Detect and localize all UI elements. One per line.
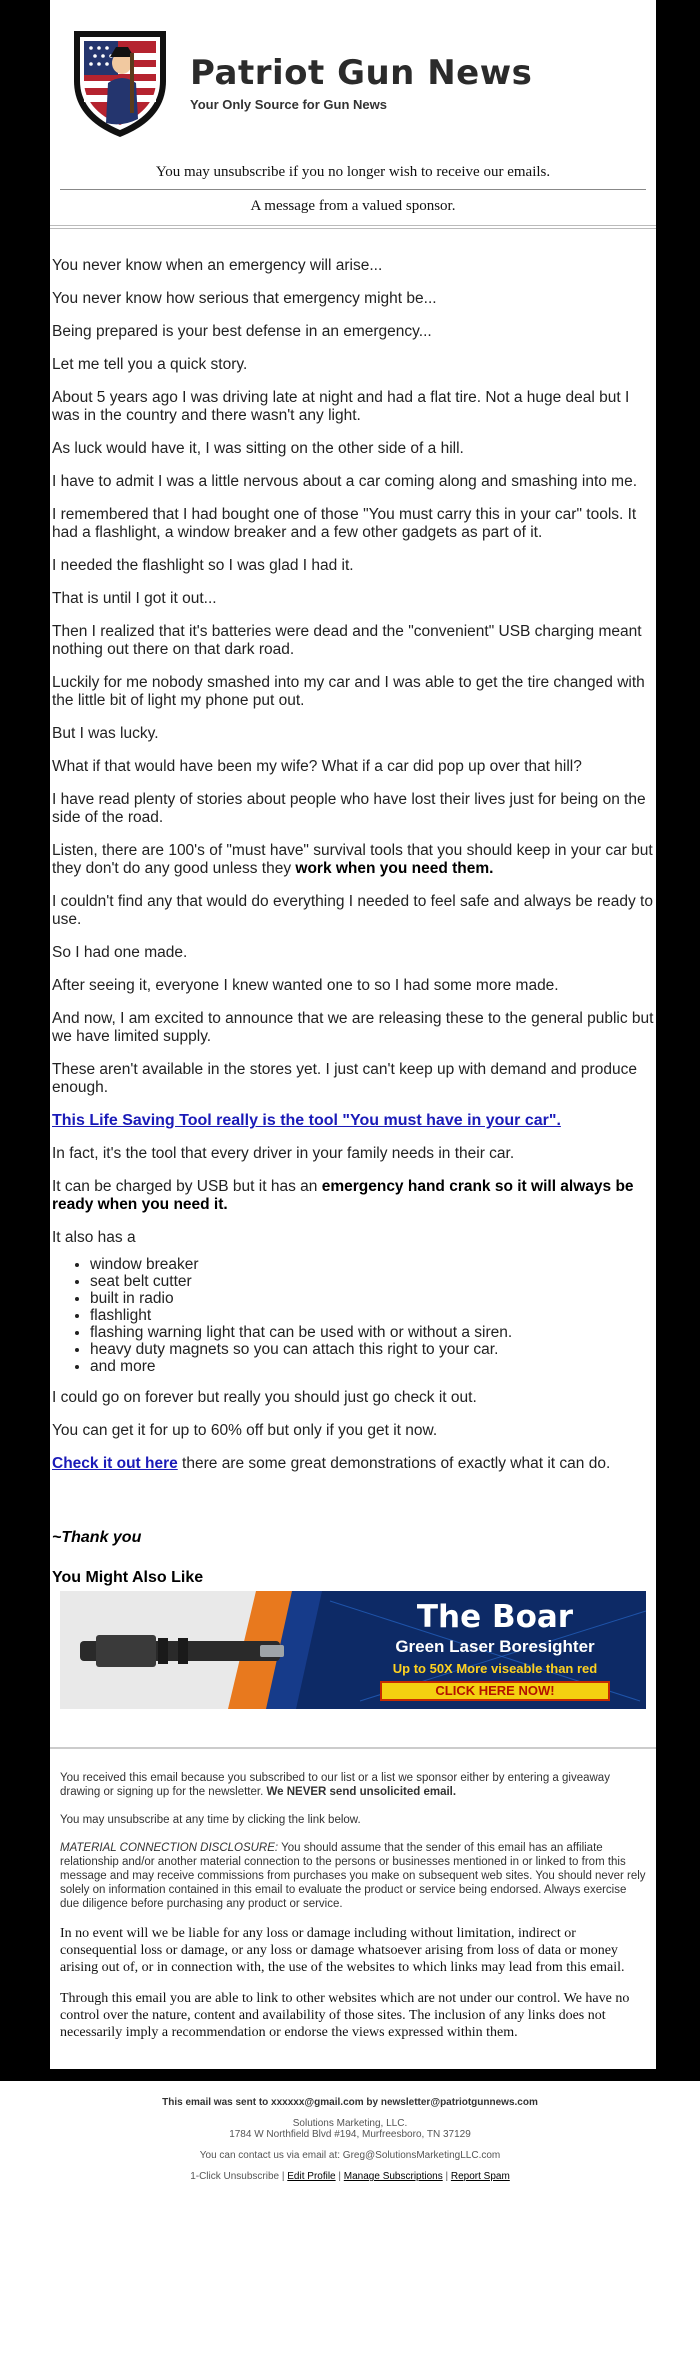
- article-body: [50, 257, 656, 1587]
- article-paragraph: In fact, it's the tool that every driver in your family needs in their car.: [52, 1145, 515, 1162]
- list-item: • window breaker: [90, 1256, 656, 1273]
- separator: |: [335, 2171, 344, 2182]
- article-paragraph: I have to admit I was a little nervous about a car coming along and smashing into me.: [52, 473, 638, 490]
- banner-title: The Boar: [416, 1599, 574, 1635]
- article-paragraph: [52, 842, 656, 878]
- brand-subtitle: Your Only Source for Gun News: [190, 96, 387, 112]
- email-footer: [0, 2081, 700, 2182]
- article-paragraph: About 5 years ago I was driving late at night and had a flat tire. Not a huge deal but I was in the country and there wasn't any light.: [52, 389, 630, 424]
- article-paragraph: [52, 1455, 656, 1473]
- also-like-heading: You Might Also Like: [52, 1569, 204, 1586]
- footer-links: [0, 2171, 700, 2182]
- article-paragraph: So I had one made.: [52, 944, 188, 961]
- legal-paragraph: [60, 1841, 646, 1911]
- email-sheet: [50, 0, 656, 2069]
- text-run: Listen, there are 100's of "must have" survival tools that you should keep in your car but they don't do any good unless they: [52, 842, 653, 877]
- sponsor-notice: A message from a valued sponsor.: [250, 198, 456, 214]
- list-item: • built in radio: [90, 1290, 656, 1307]
- street-address: 1784 W Northfield Blvd #194, Murfreesboro, TN 37129: [229, 2129, 471, 2140]
- article-paragraph: I couldn't find any that would do everything I needed to feel safe and always be ready to use.: [52, 893, 653, 928]
- legal-paragraph: Through this email you are able to link to other websites which are not under our control. We have no control over the nature, content and availability of those sites. The inclusion of any links does not necessarily imply a recommendation or endorse the views expressed within them.: [60, 1991, 630, 2040]
- text-run: This email was sent to: [162, 2097, 272, 2108]
- text-run: It can be charged by USB but it has an: [52, 1178, 322, 1195]
- legal-paragraph: In no event will we be liable for any loss or damage including without limitation, indirect or consequential loss or damage, or any loss or damage whatsoever arising from loss of data or money arising out of, or in connection with, the use of the websites to which links may lead from this email.: [60, 1926, 625, 1975]
- text-run: there are some great demonstrations of exactly what it can do.: [177, 1455, 611, 1472]
- list-item: • flashing warning light that can be used with or without a siren.: [90, 1324, 656, 1341]
- list-item: • heavy duty magnets so you can attach this right to your car.: [90, 1341, 656, 1358]
- text-run: You received this email because you subscribed to our list or a list we sponsor either by entering a giveaway drawing or signing up for the newsletter.: [60, 1772, 610, 1798]
- article-paragraph: But I was lucky.: [52, 725, 159, 742]
- article-paragraph: I remembered that I had bought one of those "You must carry this in your car" tools. It had a flashlight, a window breaker and a few other gadgets as part of it.: [52, 506, 637, 541]
- banner-subtitle: Green Laser Boresighter: [395, 1637, 595, 1656]
- article-paragraph: That is until I got it out...: [52, 590, 217, 607]
- article-paragraph: You can get it for up to 60% off but only if you get it now.: [52, 1422, 438, 1439]
- feature-list: [52, 1256, 656, 1375]
- bold-text: We NEVER send unsolicited email.: [266, 1786, 457, 1798]
- list-item: • flashlight: [90, 1307, 656, 1324]
- bold-text: work when you need them.: [295, 860, 494, 877]
- text-run: You should assume that the sender of this email has an affiliate relationship and/or another material connection to the persons or businesses mentioned in or linked to from this message and may receive commissions from purchases you make on subsequent web sites. You should never rely solely on information contained in this email to evaluate the product or service being endorsed. Always exercise due diligence before purchasing any product or service.: [60, 1842, 646, 1910]
- edit-profile-link[interactable]: Edit Profile: [287, 2171, 336, 2182]
- article-paragraph: I could go on forever but really you should just go check it out.: [52, 1389, 477, 1406]
- company-address: [0, 2118, 700, 2140]
- bold-text: emergency hand crank so it will always be ready when you need it.: [52, 1178, 634, 1213]
- sender-email: newsletter@patriotgunnews.com: [380, 2097, 538, 2108]
- article-paragraph: [52, 1112, 656, 1130]
- text-run: by: [363, 2097, 381, 2108]
- article-paragraph: It also has a: [52, 1229, 136, 1246]
- banner-tagline: Up to 50X More viseable than red: [392, 1661, 598, 1676]
- patriot-shield-logo-icon: [68, 23, 172, 141]
- article-paragraph: I have read plenty of stories about people who have lost their lives just for being on the side of the road.: [52, 791, 646, 826]
- article-paragraph: I needed the flashlight so I was glad I had it.: [52, 557, 354, 574]
- article-paragraph: After seeing it, everyone I knew wanted one to so I had some more made.: [52, 977, 559, 994]
- article-paragraph: These aren't available in the stores yet. I just can't keep up with demand and produce enough.: [52, 1061, 637, 1096]
- double-divider: [50, 225, 656, 229]
- brand-block: [190, 53, 532, 112]
- article-paragraph: [52, 1178, 656, 1214]
- legal-paragraph: [60, 1771, 646, 1799]
- company-name: Solutions Marketing, LLC.: [292, 2118, 408, 2129]
- boar-ad-banner[interactable]: [60, 1591, 646, 1709]
- article-paragraph: And now, I am excited to announce that we are releasing these to the general public but we have limited supply.: [52, 1010, 654, 1045]
- article-paragraph: Let me tell you a quick story.: [52, 356, 248, 373]
- list-item: • and more: [90, 1358, 656, 1375]
- report-spam-link[interactable]: Report Spam: [450, 2171, 510, 2182]
- brand-title: Patriot Gun News: [190, 52, 533, 93]
- recipient-email: xxxxxx@gmail.com: [271, 2097, 364, 2108]
- signoff: ~Thank you: [52, 1529, 142, 1546]
- separator: |: [442, 2171, 451, 2182]
- manage-subscriptions-link[interactable]: Manage Subscriptions: [343, 2171, 443, 2182]
- contact-line: You can contact us via email at: Greg@SolutionsMarketingLLC.com: [199, 2150, 501, 2161]
- article-paragraph: As luck would have it, I was sitting on the other side of a hill.: [52, 440, 464, 457]
- unsubscribe-notice: You may unsubscribe if you no longer wish to receive our emails.: [155, 164, 551, 180]
- list-item: • seat belt cutter: [90, 1273, 656, 1290]
- article-paragraph: Luckily for me nobody smashed into my car and I was able to get the tire changed with the little bit of light my phone put out.: [52, 674, 645, 709]
- unsubscribe-text: 1-Click Unsubscribe |: [190, 2171, 288, 2182]
- article-paragraph: You never know how serious that emergency might be...: [52, 290, 437, 307]
- click-here-now-button[interactable]: CLICK HERE NOW!: [380, 1681, 610, 1701]
- article-paragraph: Then I realized that it's batteries were dead and the "convenient" USB charging meant nothing out there on that dark road.: [52, 623, 642, 658]
- sent-to-line: [0, 2097, 700, 2108]
- article-paragraph: You never know when an emergency will arise...: [52, 257, 383, 274]
- article-paragraph: What if that would have been my wife? What if a car did pop up over that hill?: [52, 758, 582, 775]
- article-paragraph: Being prepared is your best defense in an emergency...: [52, 323, 432, 340]
- legal-paragraph: You may unsubscribe at any time by clicking the link below.: [60, 1814, 361, 1826]
- disclosure-label: MATERIAL CONNECTION DISCLOSURE:: [60, 1842, 279, 1854]
- life-saving-tool-link[interactable]: This Life Saving Tool really is the tool "You must have in your car".: [52, 1112, 561, 1129]
- email-header: [50, 12, 656, 146]
- legal-section: [50, 1749, 656, 2069]
- check-it-out-link[interactable]: Check it out here: [52, 1455, 178, 1472]
